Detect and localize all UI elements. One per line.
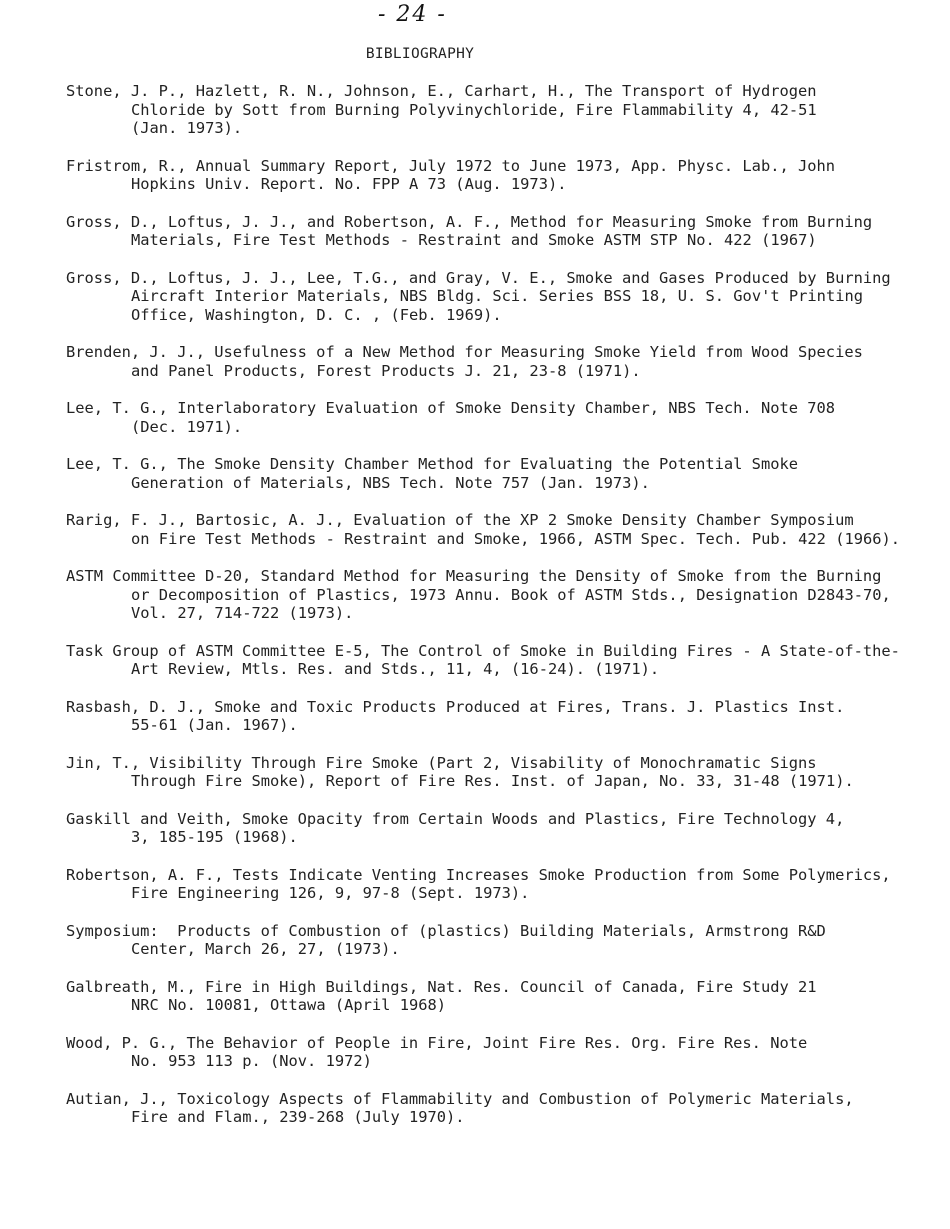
bibliography-entry-line: Fristrom, R., Annual Summary Report, July 1972 to June 1973, App. Physc. Lab., John: [66, 156, 836, 175]
bibliography-entry-line: Symposium: Products of Combustion of (plastics) Building Materials, Armstrong R&D: [66, 921, 826, 940]
bibliography-entry-line: Wood, P. G., The Behavior of People in Fire, Joint Fire Res. Org. Fire Res. Note: [66, 1033, 808, 1052]
bibliography-entry-line: Fire and Flam., 239-268 (July 1970).: [131, 1108, 465, 1126]
bibliography-entry-line: Chloride by Sott from Burning Polyvinychloride, Fire Flammability 4, 42-51: [131, 100, 817, 119]
bibliography-entry-line: Generation of Materials, NBS Tech. Note 757 (Jan. 1973).: [131, 473, 650, 492]
bibliography-entry-line: 55-61 (Jan. 1967).: [131, 716, 298, 734]
bibliography-entry: [66, 978, 946, 1015]
bibliography-entry: [66, 1034, 946, 1071]
bibliography-entry: [66, 343, 946, 380]
bibliography-entry-line: Lee, T. G., The Smoke Density Chamber Method for Evaluating the Potential Smoke: [66, 455, 799, 473]
bibliography-entry-line: Aircraft Interior Materials, NBS Bldg. Sci. Series BSS 18, U. S. Gov't Printing: [131, 287, 864, 305]
bibliography-entry-line: NRC No. 10081, Ottawa (April 1968): [131, 996, 447, 1014]
bibliography-entry-line: Art Review, Mtls. Res. and Stds., 11, 4, (16-24). (1971).: [131, 660, 660, 678]
bibliography-entry: [66, 698, 946, 735]
page-number: - 24 -: [378, 2, 447, 27]
bibliography-entry-line: (Jan. 1973).: [131, 119, 243, 137]
bibliography-entry-line: or Decomposition of Plastics, 1973 Annu. Book of ASTM Stds., Designation D2843-70,: [131, 585, 891, 604]
bibliography-entry: [66, 642, 946, 679]
bibliography-entry: [66, 567, 946, 623]
bibliography-entry-line: Stone, J. P., Hazlett, R. N., Johnson, E., Carhart, H., The Transport of Hydrogen: [66, 82, 817, 100]
bibliography-entry-line: Task Group of ASTM Committee E-5, The Control of Smoke in Building Fires - A State-of-the-: [66, 641, 900, 660]
bibliography-entry: [66, 455, 946, 492]
bibliography-entry-line: Vol. 27, 714-722 (1973).: [131, 604, 354, 622]
bibliography-entry-line: 3, 185-195 (1968).: [131, 828, 298, 846]
bibliography-entry-line: Jin, T., Visibility Through Fire Smoke (Part 2, Visability of Monochramatic Signs: [66, 753, 817, 772]
bibliography-entry: [66, 82, 946, 138]
bibliography-entry-line: ASTM Committee D-20, Standard Method for Measuring the Density of Smoke from the Burning: [66, 567, 882, 585]
bibliography-entry: [66, 922, 946, 959]
page-title: BIBLIOGRAPHY: [365, 46, 475, 62]
bibliography-entry: [66, 511, 946, 548]
bibliography-entry-line: and Panel Products, Forest Products J. 21, 23-8 (1971).: [131, 361, 641, 380]
bibliography-entry-line: Gross, D., Loftus, J. J., Lee, T.G., and Gray, V. E., Smoke and Gases Produced by Burning: [66, 268, 891, 287]
bibliography-entry: [66, 399, 946, 436]
bibliography-entry: [66, 269, 946, 325]
bibliography-entry-line: Gross, D., Loftus, J. J., and Robertson, A. F., Method for Measuring Smoke from Burning: [66, 212, 873, 231]
bibliography-entry-line: Fire Engineering 126, 9, 97-8 (Sept. 1973).: [131, 884, 530, 902]
bibliography-entry-line: Center, March 26, 27, (1973).: [131, 940, 400, 958]
bibliography-entry-line: No. 953 113 p. (Nov. 1972): [131, 1052, 372, 1070]
bibliography-entry: [66, 754, 946, 791]
bibliography-entry: [66, 810, 946, 847]
bibliography-entry-line: Brenden, J. J., Usefulness of a New Method for Measuring Smoke Yield from Wood Species: [66, 343, 863, 361]
bibliography-entry-line: (Dec. 1971).: [131, 417, 243, 436]
bibliography-list: [66, 82, 946, 1146]
bibliography-entry-line: Gaskill and Veith, Smoke Opacity from Certain Woods and Plastics, Fire Technology 4,: [66, 809, 845, 828]
bibliography-entry: [66, 157, 946, 194]
bibliography-entry: [66, 213, 946, 250]
bibliography-entry-line: Rasbash, D. J., Smoke and Toxic Products Produced at Fires, Trans. J. Plastics Inst.: [66, 697, 845, 716]
bibliography-entry-line: Hopkins Univ. Report. No. FPP A 73 (Aug. 1973).: [131, 175, 567, 193]
bibliography-entry-line: Robertson, A. F., Tests Indicate Venting Increases Smoke Production from Some Polymerics,: [66, 865, 891, 884]
bibliography-entry: [66, 1090, 946, 1127]
bibliography-entry-line: Autian, J., Toxicology Aspects of Flammability and Combustion of Polymeric Materials,: [66, 1089, 854, 1108]
bibliography-entry-line: Galbreath, M., Fire in High Buildings, Nat. Res. Council of Canada, Fire Study 21: [66, 977, 817, 996]
bibliography-entry-line: Lee, T. G., Interlaboratory Evaluation of Smoke Density Chamber, NBS Tech. Note 708: [66, 399, 836, 417]
bibliography-entry-line: Rarig, F. J., Bartosic, A. J., Evaluation of the XP 2 Smoke Density Chamber Symposium: [66, 511, 854, 529]
bibliography-entry-line: Office, Washington, D. C. , (Feb. 1969).: [131, 305, 502, 324]
bibliography-entry-line: Through Fire Smoke), Report of Fire Res. Inst. of Japan, No. 33, 31-48 (1971).: [131, 772, 854, 790]
bibliography-entry-line: on Fire Test Methods - Restraint and Smoke, 1966, ASTM Spec. Tech. Pub. 422 (1966).: [131, 529, 901, 548]
bibliography-entry-line: Materials, Fire Test Methods - Restraint and Smoke ASTM STP No. 422 (1967): [131, 231, 817, 249]
bibliography-entry: [66, 866, 946, 903]
